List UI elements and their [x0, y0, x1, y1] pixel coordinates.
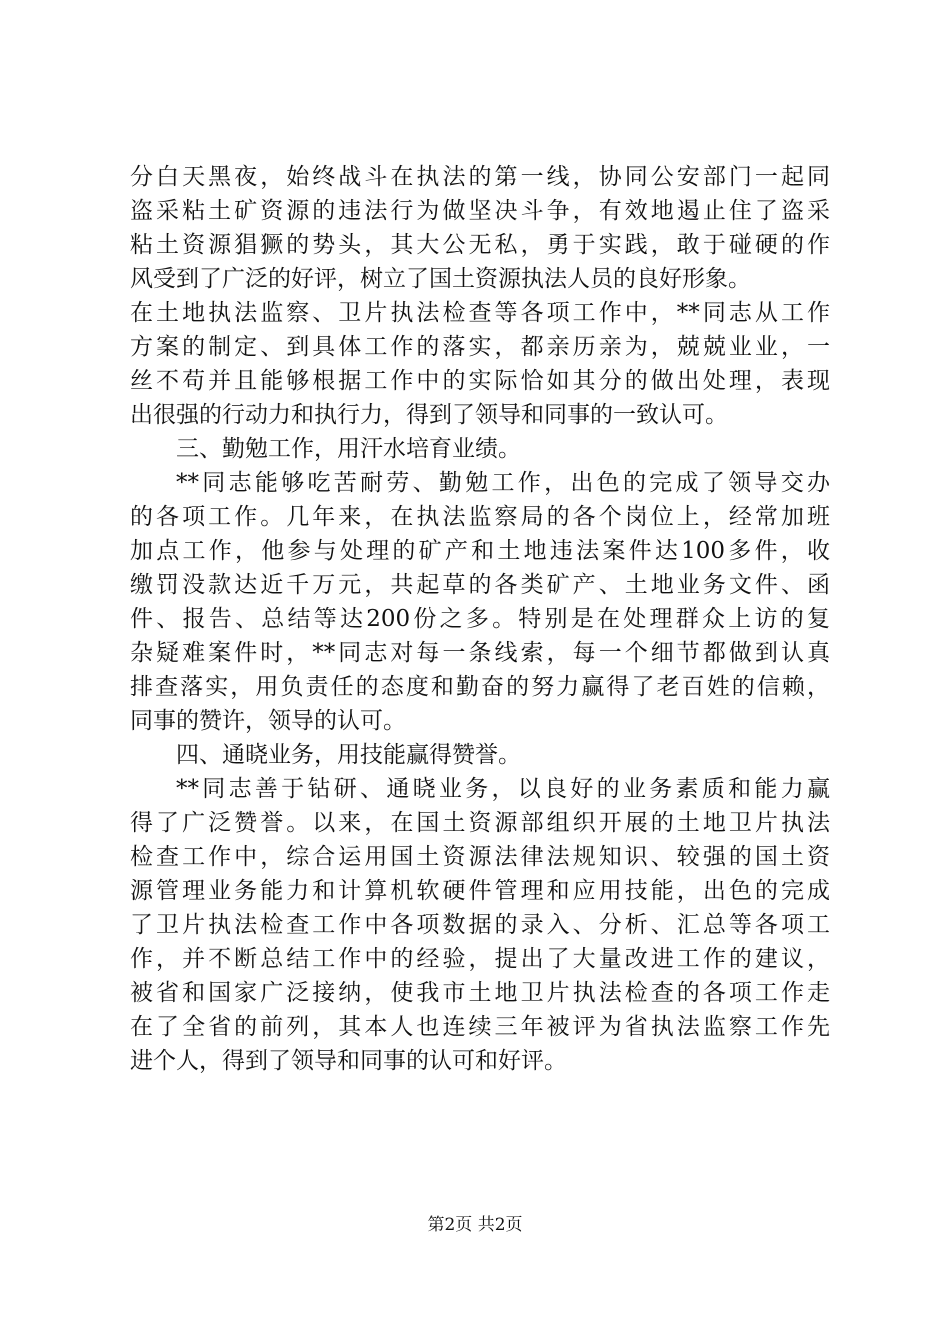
text-line: 的各项工作。几年来，在执法监察局的各个岗位上，经常加班	[130, 504, 830, 530]
text-line: 得了广泛赞誉。以来，在国土资源部组织开展的土地卫片执法	[130, 810, 830, 836]
text-line: 出很强的行动力和执行力，得到了领导和同事的一致认可。	[130, 402, 728, 428]
text-line: 作，并不断总结工作中的经验，提出了大量改进工作的建议，	[130, 946, 830, 972]
text-line: 被省和国家广泛接纳，使我市土地卫片执法检查的各项工作走	[130, 980, 830, 1006]
paragraph	[130, 296, 830, 432]
document-body	[130, 160, 830, 1078]
section-heading	[130, 738, 830, 772]
text-line: 丝不苟并且能够根据工作中的实际恰如其分的做出处理，表现	[130, 368, 830, 394]
section-heading	[130, 432, 830, 466]
page-footer: 第2页 共2页	[427, 1215, 523, 1235]
text-line: 源管理业务能力和计算机软硬件管理和应用技能，出色的完成	[130, 878, 830, 904]
text-line: 件、报告、总结等达200份之多。特别是在处理群众上访的复	[130, 606, 830, 632]
paragraph	[130, 772, 830, 1078]
text-line: 杂疑难案件时，**同志对每一条线索，每一个细节都做到认真	[130, 640, 830, 666]
text-line: 方案的制定、到具体工作的落实，都亲历亲为，兢兢业业，一	[130, 334, 830, 360]
text-line: 粘土资源猖獗的势头，其大公无私，勇于实践，敢于碰硬的作	[130, 232, 830, 258]
text-line: 在了全省的前列，其本人也连续三年被评为省执法监察工作先	[130, 1014, 830, 1040]
text-line: 排查落实，用负责任的态度和勤奋的努力赢得了老百姓的信赖，	[130, 674, 830, 700]
text-line: 盗采粘土矿资源的违法行为做坚决斗争，有效地遏止住了盗采	[130, 198, 830, 224]
text-line: **同志能够吃苦耐劳、勤勉工作，出色的完成了领导交办	[176, 470, 830, 496]
paragraph	[130, 160, 830, 296]
text-line: **同志善于钻研、通晓业务，以良好的业务素质和能力赢	[176, 776, 830, 802]
text-line: 分白天黑夜，始终战斗在执法的第一线，协同公安部门一起同	[130, 164, 830, 190]
text-line: 同事的赞许，领导的认可。	[130, 708, 406, 734]
text-line: 了卫片执法检查工作中各项数据的录入、分析、汇总等各项工	[130, 912, 830, 938]
text-line: 风受到了广泛的好评，树立了国土资源执法人员的良好形象。	[130, 266, 751, 292]
heading-text: 三、勤勉工作，用汗水培育业绩。	[176, 436, 521, 462]
text-line: 加点工作，他参与处理的矿产和土地违法案件达100多件，收	[130, 538, 830, 564]
text-line: 在土地执法监察、卫片执法检查等各项工作中，**同志从工作	[130, 300, 830, 326]
paragraph	[130, 466, 830, 738]
text-line: 进个人，得到了领导和同事的认可和好评。	[130, 1048, 567, 1074]
text-line: 检查工作中，综合运用国土资源法律法规知识、较强的国土资	[130, 844, 830, 870]
text-line: 缴罚没款达近千万元，共起草的各类矿产、土地业务文件、函	[130, 572, 830, 598]
heading-text: 四、通晓业务，用技能赢得赞誉。	[176, 742, 521, 768]
